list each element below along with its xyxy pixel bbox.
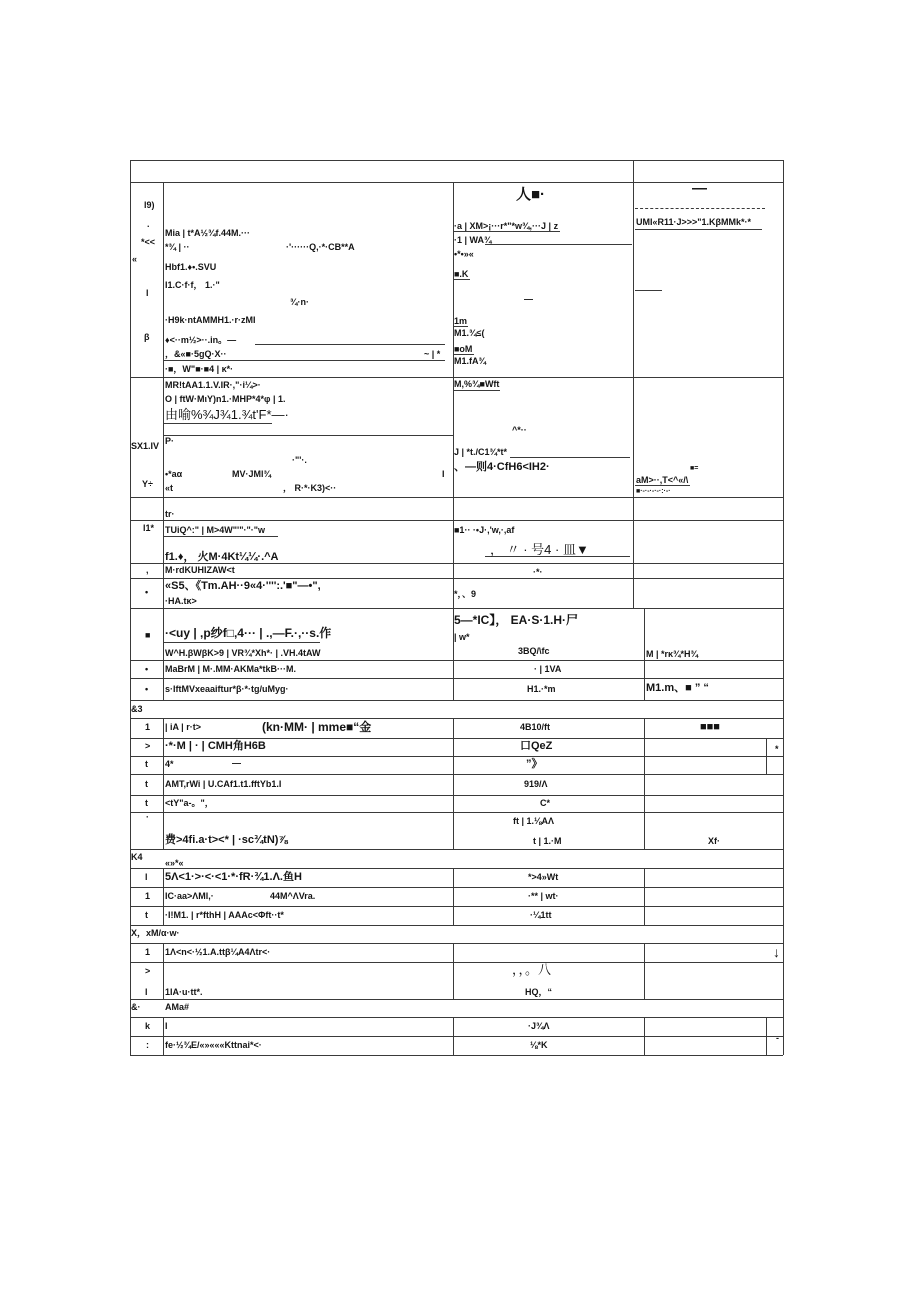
cell-underline [485,244,632,245]
table-rule [644,1017,645,1055]
section-sublabel: «»*« [165,858,184,868]
section-sublabel: AMa# [165,1002,190,1012]
cell-underline [163,360,445,361]
row1-col4-text: — [692,180,707,197]
row9-col1-text: • [145,684,149,694]
table-rule [163,182,164,700]
row1-col2-text: ~ | * [424,349,441,359]
row11-col1-text: 1 [145,722,151,732]
row15-col1-text: t [145,798,148,808]
table-rule [130,887,783,888]
row1-col2-text: *¾ | ·· [165,242,190,252]
row19-col1-text: 1 [145,891,151,901]
row1-col3-text: ■.K [454,269,469,279]
row14-col1-text: t [145,779,148,789]
table-rule [130,160,131,1055]
row2-col3-text: J | *t./C1¾*t* [454,447,508,457]
row1-col3-text: M1.fA¾ [454,356,487,366]
row1-col3-heading: 人■· [516,186,546,203]
row5-col3-text: ·*· [533,567,543,577]
table-rule [783,160,784,1055]
table-rule [130,906,783,907]
row25-col1-text: k [145,1021,151,1031]
table-rule [453,868,454,925]
table-rule [163,718,164,849]
section-label: K4 [131,852,143,862]
row4-col2-text: TUiQ^:" | M>4W"'"·"·"w [165,525,265,535]
row18-col2-text: 5Λ<1·>·<·<1·*·fR·¾1.Λ.鱼H [165,871,302,883]
table-rule [644,608,645,700]
row1-col3-text: ■oM [454,344,473,354]
row6-col1-text: • [145,587,149,597]
row1-col2-text: Hbf1.♦•.SVU [165,262,217,272]
row1-col1-text: « [132,254,138,264]
table-rule [163,868,164,925]
table-rule [130,678,783,679]
row2-col2-text: ， R·*·K3)<·· [283,483,337,493]
row2-col2-text: «t [165,483,174,493]
row15-col3-text: C* [540,798,551,808]
cell-underline [453,390,500,391]
row1-col1-text: β [144,332,150,342]
table-rule [130,738,783,739]
row12-col2-text: ·*·M | · | CMH角H6B [165,740,266,752]
row1-col2-text: ¾·n· [290,297,309,307]
table-rule [130,849,783,850]
row1-col1-text: l9) [144,200,155,210]
row26-col1-text: : [146,1040,149,1050]
row2-col3-text: ^*·· [512,425,527,435]
row16-col3-text: ft | 1.⅛AΛ [513,816,555,826]
table-rule [130,1055,783,1056]
row4-col3-text: ， 〃 · 号4 · 皿▼ [490,542,589,557]
table-rule [130,795,783,796]
row7-col4-text: M | *rκ¾*H¾ [646,649,699,659]
row2-col2-text: I [442,469,445,479]
row8-col3-text: · | 1VA [534,664,562,674]
row5-col1-text: , [146,565,149,575]
row13-col2-text: — [232,758,241,768]
table-rule [453,1017,454,1055]
row4-col3-text: ■1·· ·•J·,'w,·,af [454,525,515,535]
table-rule [130,1017,783,1018]
row7-col2-text: ·<uy | ,p纱f□,4··· | .,—F.·,··s.作 [165,626,332,640]
row26-col4-text: - [776,1033,779,1043]
table-rule [130,578,783,579]
table-rule [453,943,454,999]
row1-col1-text: *<< [141,237,156,247]
row18-col3-text: *>4»Wt [528,872,559,882]
row1-col3-text: M1.¾≤( [454,328,485,338]
row1-col2-text: ♦<··m½>··.in。— [165,335,237,345]
row1-col3-text: ·a | XM>¡···r*"*w¾,···J | z [454,221,559,231]
row16-col1-text: · [146,812,149,822]
table-rule [130,1036,783,1037]
row14-col2-text: AMT,rWi | U.CAf1.t1.fftYb1.I [165,779,282,789]
row6-col2-text: ·HA.tκ> [165,596,197,606]
row11-col2-text: (kn·MM· | mme■“金 [262,720,372,734]
cell-underline [510,457,630,458]
table-rule [130,497,783,498]
table-rule [163,1017,164,1055]
row2-col4-text: aM>··,T<^«/\ [636,475,689,485]
row16-col3-text: t | 1.·M [533,836,562,846]
row19-col2-text: IC·aa>ΛMl,· [165,891,214,901]
row1-col3-text: •*•»« [454,249,474,259]
table-rule [130,925,783,926]
table-rule [633,160,634,608]
row26-col2-text: fe·½¾E/«»«««Kttnai*<· [165,1040,262,1050]
row1-col2-text: I1.C·f·f， 1.·" [165,280,220,290]
cell-underline [635,290,662,291]
row16-col4-text: Xf· [708,836,720,846]
table-rule [130,774,783,775]
row2-col2-text: O | ftW·MιY)n1.·MHP*4*φ | 1. [165,394,286,404]
row12-col4-text: * [775,744,779,754]
row1-col3-text: — [524,294,533,304]
row23-col1-text: l [145,987,148,997]
table-rule [130,608,783,609]
row4-col2-text: f1.♦， 火M·4Kt¼¼·.^A [165,551,279,563]
table-rule [644,868,645,925]
row13-col2-text: 4* [165,759,174,769]
row23-col1-text: > [145,966,151,976]
row6-col3-text: *，、9 [454,589,477,599]
row7-col3-text: 5—*IC】， EA·S·1.H·尸 [454,613,579,627]
table-rule [644,718,645,849]
table-rule [766,738,767,774]
row7-col1-text: ■ [145,630,151,640]
row1-col2-text: ·■，W"■·■4 | κ*· [165,364,234,374]
row2-col2-text: 由喻%¾J¾1.¾t'F*—· [165,407,289,422]
row2-col2-text: MR!tAA1.1.V.IR·,"·i¼>· [165,380,261,390]
row2-col4-text: ■·-·-·-·-·:·-· [636,488,671,495]
table-rule [130,943,783,944]
table-rule [130,718,783,719]
row7-col3-text: | w* [454,632,470,642]
row1-col2-text: ·H9k·ntAMMH1.·r·zMI [165,315,256,325]
row26-col3-text: ⅛*K [530,1040,548,1050]
table-rule [130,868,783,869]
row4-col1-text: l1* [143,523,155,533]
row1-col1-text: l [146,288,149,298]
row1-col2-text: Mia | t*A½¾f.44M.··· [165,228,251,238]
section-label: &· [131,1002,141,1012]
table-rule [130,377,783,378]
row2-col4-text: ■= [690,465,699,472]
table-rule [130,812,783,813]
row2-col3-text: M,%¾■Wft [454,379,500,389]
row22-col2-text: 1Λ<n<·½1.A.ttβ¼A4Λtr<· [165,947,271,957]
row9-col2-text: s·IftMVxeaaiftur*β·*·tg/uMyg· [165,684,289,694]
table-rule [130,962,783,963]
cell-underline [163,642,320,643]
row1-col3-text: ·1 | WA¾ [454,235,492,245]
row2-col2-text: MV·JMl¾ [232,469,272,479]
table-rule [644,943,645,999]
row7-col2-text: W^H.βWβK>9 | VR¾*Xh*· | .VH.4tAW [165,648,321,658]
table-rule [130,660,783,661]
cell-underline [163,536,278,537]
row8-col2-text: MaBrM | M·.MM·AKMa*tkB···M. [165,664,297,674]
section-label: &3 [131,704,143,714]
row19-col3-text: ·** | wt· [528,891,559,901]
row7-col3-text: 3BQ/\fc [518,646,550,656]
row23-col3-text: ，，。八 [512,962,552,977]
table-rule [163,943,164,999]
cell-underline [163,423,272,424]
cell-underline [635,229,762,230]
row20-col2-text: ·I!M1. | r*fthH | AAAc<Φft··t* [165,910,284,920]
row13-col1-text: t [145,759,148,769]
row25-col3-text: ·J¾Λ [528,1021,550,1031]
table-rule [766,1017,767,1055]
table-rule [130,999,783,1000]
row11-col4-text: ■■■ [700,721,720,733]
row2-col3-text: 、—则4·CfH6<IH2· [454,461,550,473]
table-rule [130,160,783,161]
row22-col1-text: 1 [145,947,151,957]
row18-col1-text: l [145,872,148,882]
row9-col3-text: H1.·*m [527,684,556,694]
section-label: X，xM/α·w· [131,928,180,938]
row6-col2-text: «S5、《Tm.AH··9«4·'''':.'■"—•", [165,580,321,592]
table-rule [130,520,783,521]
row20-col3-text: ·¼1tt [530,910,552,920]
row11-col3-text: 4B10/ft [520,722,551,732]
table-rule [453,718,454,849]
row16-col2-text: 费>4fi.a·t><* | ·sc¾tN)⅞ [165,834,288,846]
row5-col2-text: M·rdKUHIZAW<t [165,565,235,575]
row13-col3-text: ”》 [526,758,543,770]
row9-col4-text: M1.m、■ ” “ [646,682,709,694]
cell-dashed-line [635,208,765,209]
row14-col3-text: 919/Λ [524,779,548,789]
row2-col2-text: P· [165,436,174,446]
row1-col1-text: . [147,219,150,229]
row2-col1-text: SX1.IV [131,441,160,451]
row11-col2-text: | iA | r·t> [165,722,201,732]
row1-col2-text: ，&«■·5gQ·X·· [165,349,227,359]
row22-col4-mark: ↓ [773,944,780,960]
table-rule [130,756,783,757]
cell-underline [255,344,445,345]
row20-col1-text: t [145,910,148,920]
row15-col2-text: <tY"a-。"， [165,798,214,808]
cell-underline [163,435,453,436]
row2-col1-text: Y÷ [142,479,153,489]
row3-col2-text: tr· [165,509,175,519]
row12-col3-text: 口QeZ [520,740,553,752]
row12-col1-text: > [145,741,151,751]
row23-col3-text: HQ，“ [525,987,553,997]
table-rule [130,700,783,701]
row1-col3-text: 1m [454,316,468,326]
row23-col2-text: 1IA·u·tt*. [165,987,203,997]
row2-col2-text: •*aα [165,469,183,479]
row19-col2-text: 44M^ΛVra. [270,891,316,901]
row2-col2-text: ·"'·. [292,455,307,465]
row25-col2-text: I [165,1021,168,1031]
row1-col2-text: ·'······Q,·*·CB**A [286,242,355,252]
row1-col4-text: UMI«R11·J>>>"1.KβMMk*·* [636,217,752,227]
table-rule [130,182,783,183]
row8-col1-text: • [145,664,149,674]
